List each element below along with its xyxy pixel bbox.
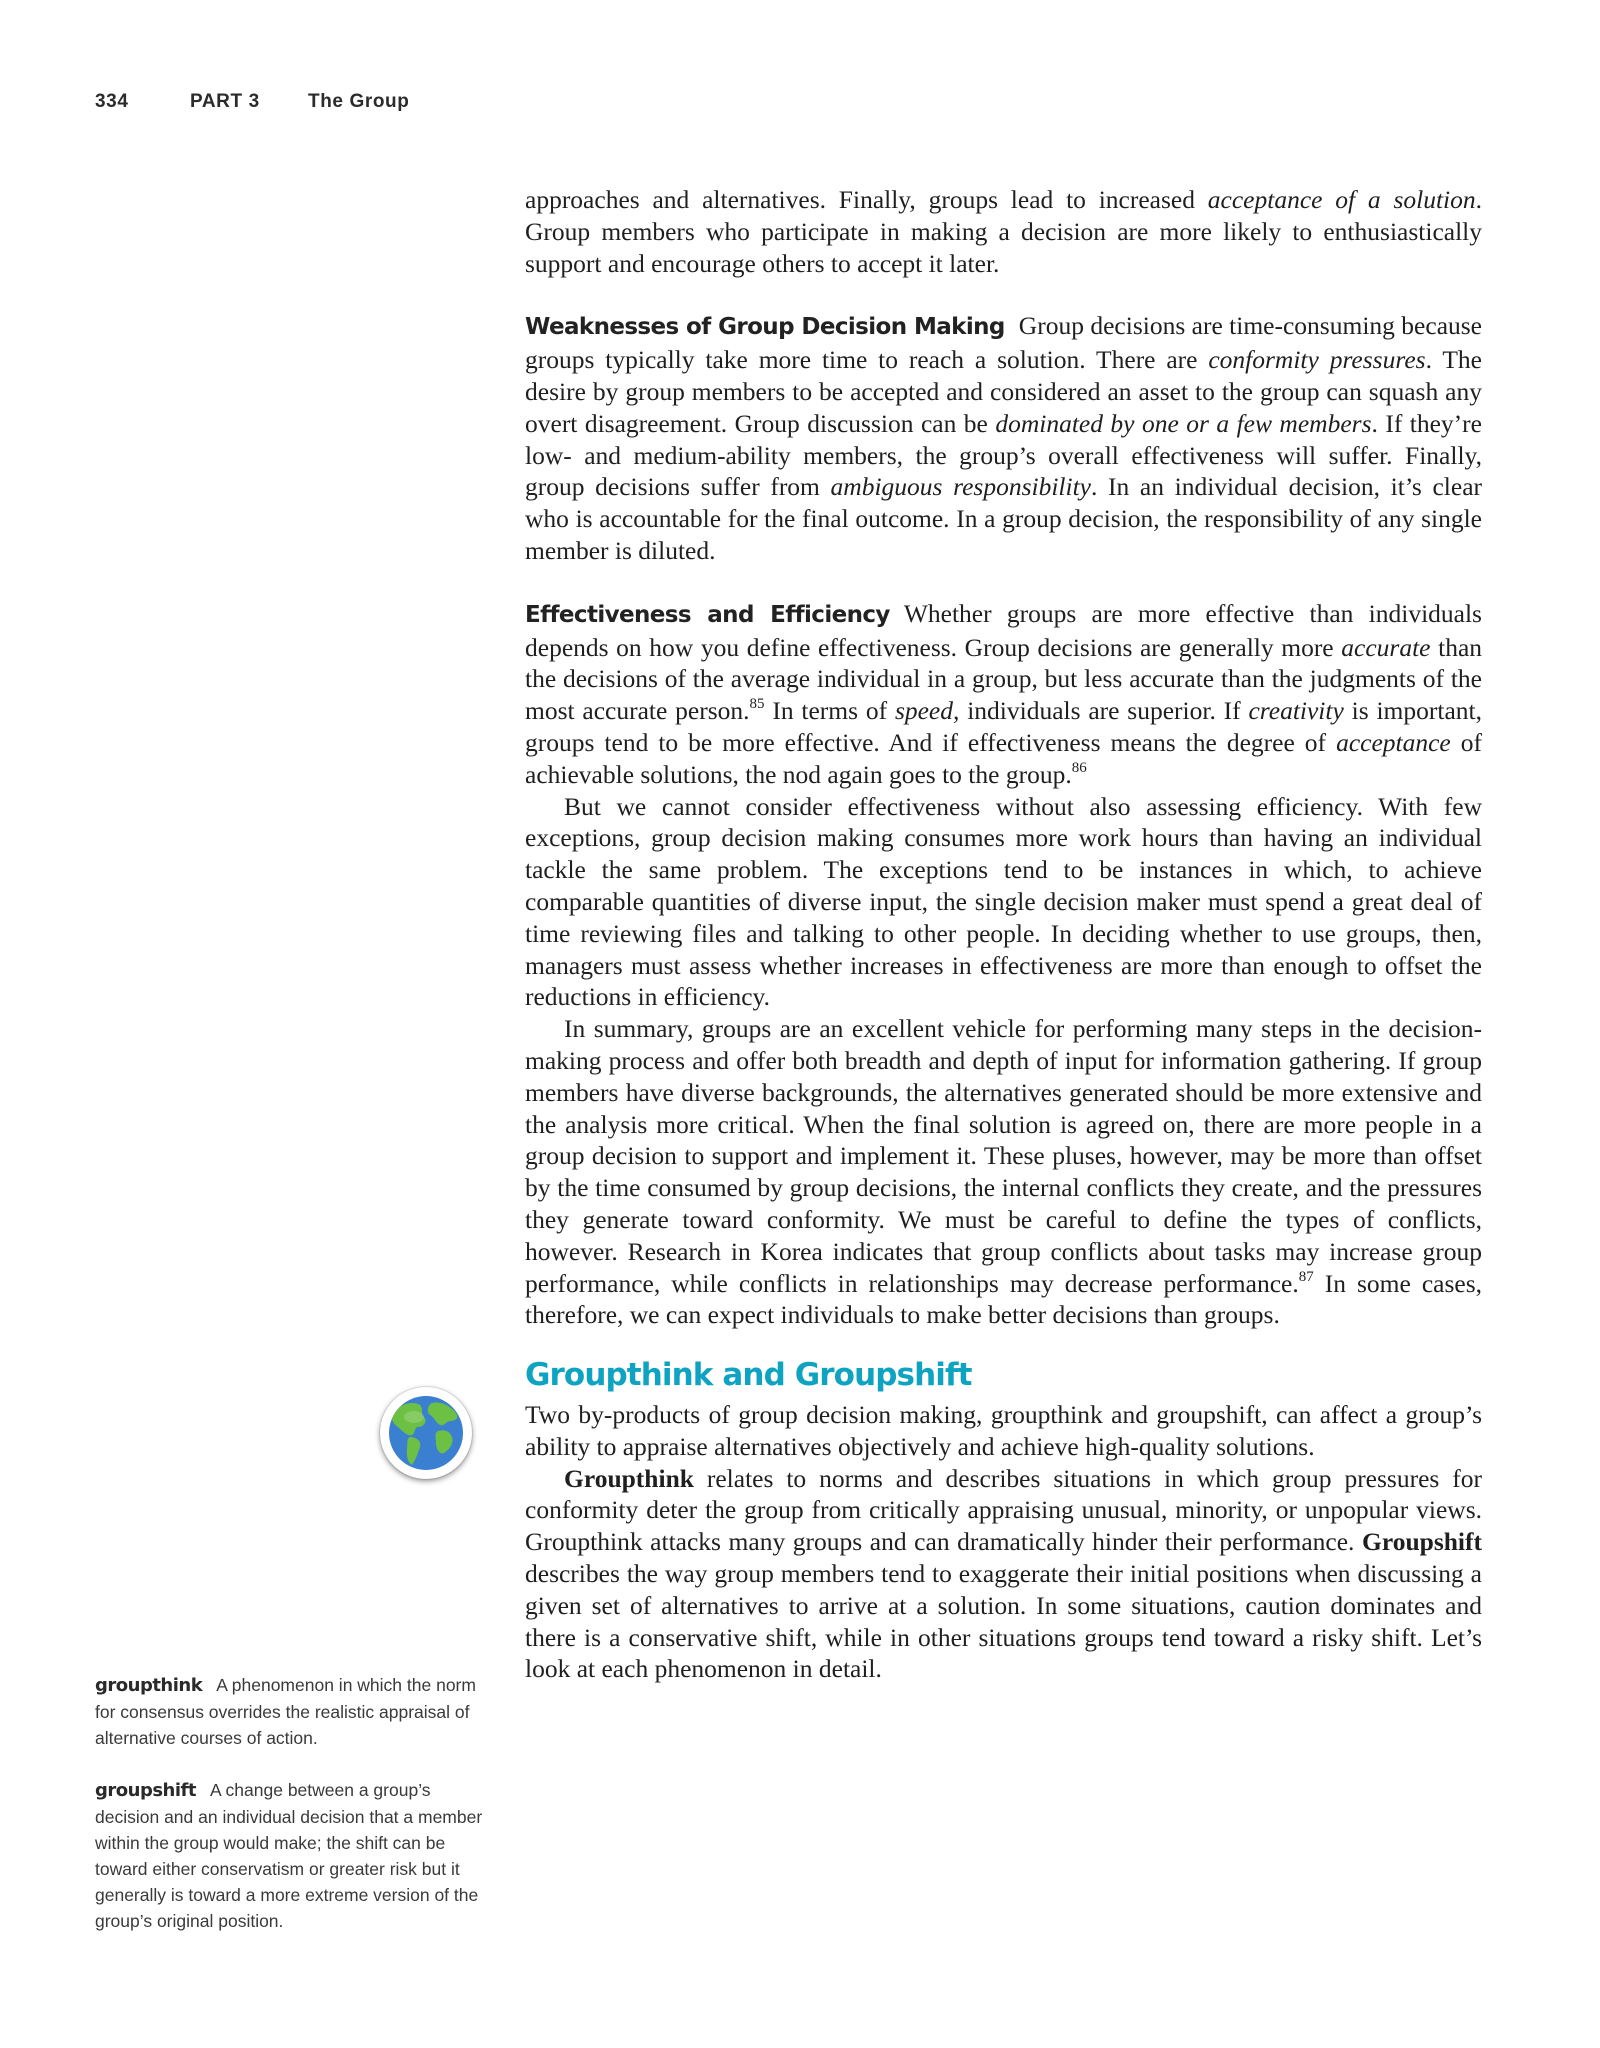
globe-icon-graphic [380, 1387, 472, 1479]
glossary-entry-groupshift [95, 1777, 487, 1934]
part-title: The Group [308, 91, 410, 112]
footnote-ref: 86 [1071, 759, 1087, 776]
effectiveness-paragraph: Effectiveness and Efficiency Whether groups are more effective than individuals depends on how you define effectiveness. Group decisions are generally more accurate than the decisions of the average individual in a group, but less accurate than the judgments of the most accurate person.$^{85}$ In terms of speed, individuals are superior. If creativity is important, groups tend to be more effective. And if effectiveness means the degree of acceptance of achievable solutions, the nod again goes to the group.$^{86}$ [525, 598, 1483, 789]
part-label: PART 3 [190, 91, 260, 112]
glossary-definition: A phenomenon in which the norm for consensus overrides the realistic appraisal of alternative courses of action. [95, 1675, 476, 1748]
weaknesses-heading: Weaknesses of Group Decision Making [525, 314, 1005, 341]
main-text-column [525, 184, 1482, 1685]
glossary-term: groupthink [95, 1675, 203, 1696]
glossary-entry-groupthink [95, 1672, 487, 1751]
globe-icon [380, 1387, 472, 1479]
efficiency-paragraph: But we cannot consider effectiveness without also assessing efficiency. With few exceptions, group decision making consumes more work hours than having an individual tackle the same problem. The exceptions tend to be instances in which, to achieve comparable quantities of diverse input, the single decision maker must spend a great deal of time reviewing files and talking to other people. In deciding whether to use groups, then, managers must assess whether increases in effectiveness are more than enough to offset the reductions in efficiency. [525, 791, 1482, 1012]
byproducts-paragraph: Two by-products of group decision making, groupthink and groupshift, can affect a group’s ability to appraise alternatives objectively and achieve high-quality solutions. [525, 1400, 1482, 1461]
glossary-definition: A change between a group’s decision and an individual decision that a member within the group would make; the shift can be toward either conservatism or greater risk but it generally is toward a more extreme version of the group’s original position. [95, 1780, 483, 1931]
intro-paragraph: approaches and alternatives. Finally, groups lead to increased acceptance of a solution. Group members who participate in making a decision are more likely to enthusiastically support and encourage others to accept it later. [525, 185, 1482, 278]
page-number: 334 [95, 91, 129, 112]
groupshift-keyword: Groupshift [1362, 1527, 1482, 1557]
section-heading: Groupthink and Groupshift [525, 1357, 972, 1394]
effectiveness-heading: Effectiveness and Efficiency [525, 601, 890, 628]
footnote-ref: 85 [749, 696, 765, 713]
glossary-term: groupshift [95, 1780, 196, 1801]
weaknesses-paragraph: Weaknesses of Group Decision Making Group decisions are time-consuming because groups typically take more time to reach a solution. There are conformity pressures. The desire by group members to be accepted and considered an asset to the group can squash any overt disagreement. Group discussion can be dominated by one or a few members. If they’re low- and medium-ability members, the group’s overall effectiveness will suffer. Finally, group decisions suffer from ambiguous responsibility. In an individual decision, it’s clear who is accountable for the final outcome. In a group decision, the responsibility of any single member is diluted. [525, 311, 1483, 565]
groupthink-keyword: Groupthink [564, 1463, 694, 1493]
margin-glossary [95, 1672, 487, 1960]
footnote-ref: 87 [1298, 1268, 1314, 1285]
summary-paragraph: In summary, groups are an excellent vehicle for performing many steps in the decision-making process and offer both breadth and depth of input for information gathering. If group members have diverse backgrounds, the alternatives generated should be more extensive and the analysis more critical. When the final solution is agreed on, there are more people in a group decision to support and implement it. These pluses, however, may be more than offset by the time consumed by group decisions, the internal conflicts they create, and the pressures they generate toward conformity. We must be careful to define the types of conflicts, however. Research in Korea indicates that group conflicts about tasks may increase group performance, while conflicts in relationships may decrease performance.$^{87}$ In some cases, therefore, we can expect individuals to make better decisions than groups. [525, 1014, 1482, 1330]
groupthink-paragraph: Groupthink relates to norms and describes situations in which group pressures for conformity deter the group from critically appraising unusual, minority, or unpopular views. Groupthink attacks many groups and can dramatically hinder their performance. Groupshift describes the way group members tend to exaggerate their initial positions when discussing a given set of alternatives to arrive at a solution. In some situations, caution dominates and there is a conservative shift, while in other situations groups tend toward a risky shift. Let’s look at each phenomenon in detail. [525, 1463, 1482, 1684]
